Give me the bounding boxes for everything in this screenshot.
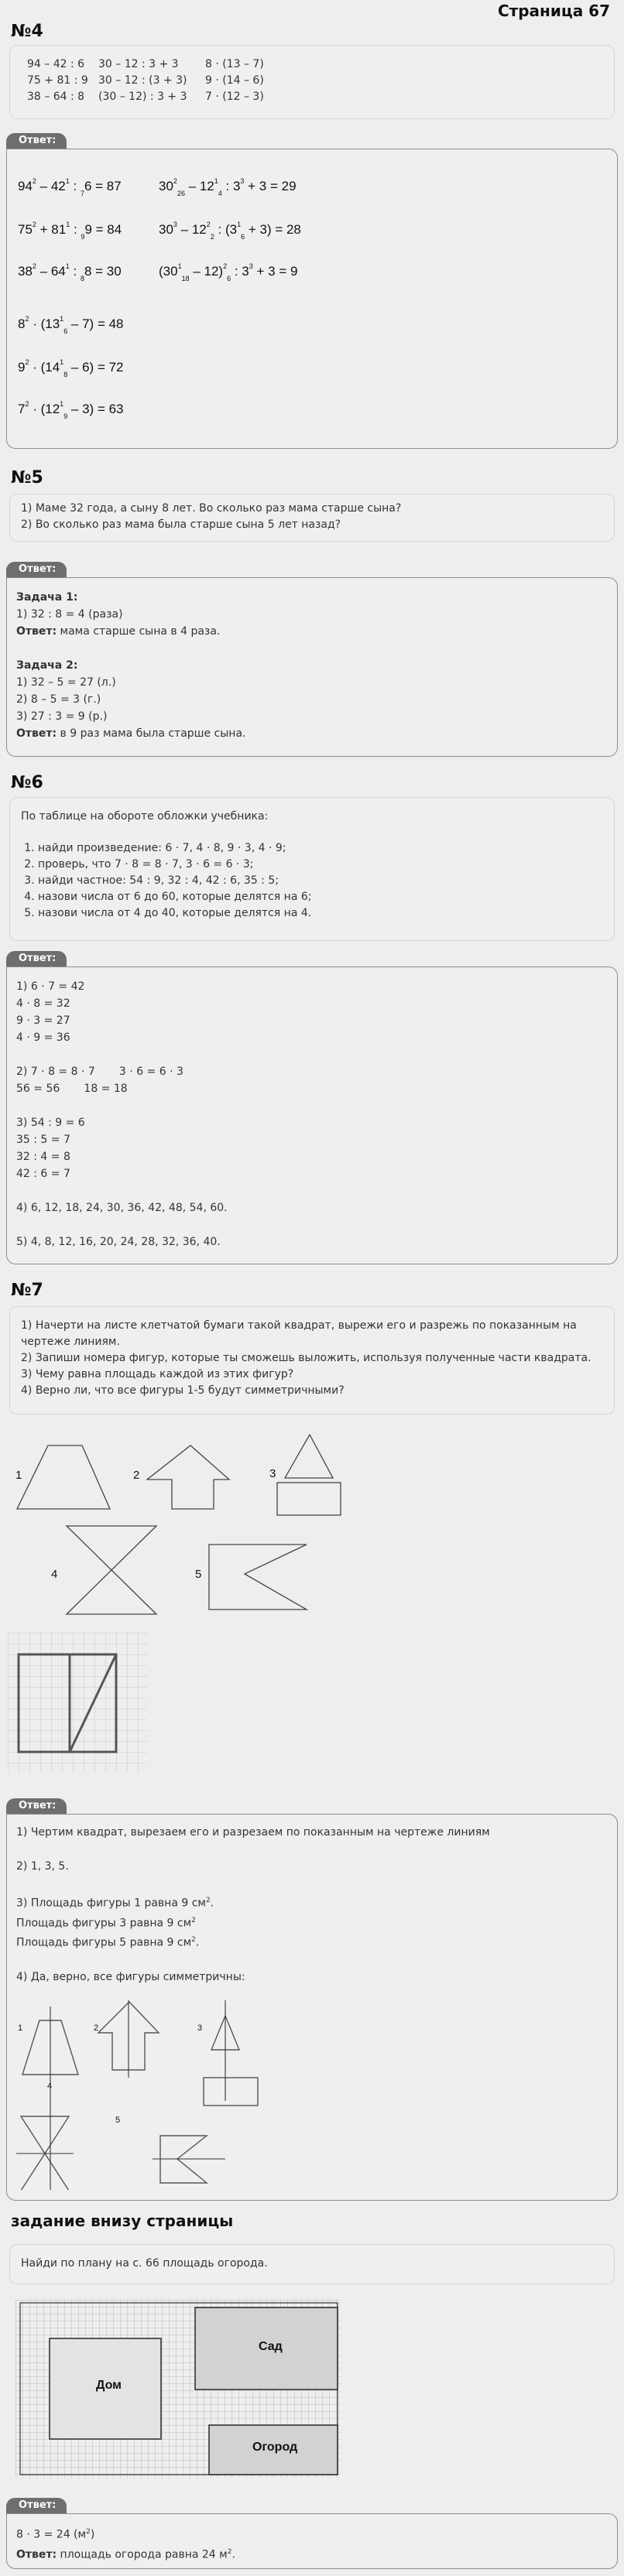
list-item: 3. найди частное: 54 : 9, 32 : 4, 42 : 6, 35 : 5;	[38, 873, 603, 889]
figure-label: 2	[94, 2024, 99, 2033]
task6-title: №6	[11, 773, 43, 792]
task4-expr: (30 – 12) : 3 + 3	[98, 91, 187, 103]
answer-line: 1) 32 : 8 = 4 (раза)	[16, 608, 123, 621]
answer-line: 4) Да, верно, все фигуры симметричны:	[16, 1970, 245, 1983]
task4-expr: 38 – 64 : 8	[27, 91, 85, 103]
answer-tab: Ответ:	[6, 133, 67, 149]
answer-line: 3) 27 : 3 = 9 (р.)	[16, 710, 108, 723]
task7-figures	[0, 1432, 364, 1617]
answer-tab: Ответ:	[6, 1798, 67, 1814]
task4-title: №4	[11, 22, 43, 41]
answer-line: 3) 54 : 9 = 6	[16, 1117, 85, 1129]
task6-question	[9, 797, 615, 941]
question-line: 2) Запиши номера фигур, которые ты сможешь выложить, используя полученные части квадрата.	[21, 1352, 591, 1364]
garden-label: Сад	[259, 2340, 283, 2353]
figure-label: 4	[51, 1568, 58, 1581]
task4-expr: 75 + 81 : 9	[27, 74, 88, 87]
calc-line: $75^2 + 81^1$ : $_9$9 = 84	[18, 221, 122, 241]
task4-expr: 94 – 42 : 6	[27, 58, 85, 70]
figure-5	[209, 1545, 307, 1610]
calc-line: $9^2 \cdot (14^1_8 - 6) = 72$	[18, 358, 124, 378]
figure-label: 1	[15, 1469, 22, 1482]
answer-line: Ответ: площадь огорода равна 24 $м^2$.	[16, 2547, 235, 2561]
task4-expr: 30 – 12 : 3 + 3	[98, 58, 179, 70]
question-line: 1) Маме 32 года, а сыну 8 лет. Во сколько раз мама старше сына?	[21, 502, 402, 515]
task7-question	[9, 1306, 615, 1415]
figure-label: 5	[115, 2116, 121, 2125]
calc-line: $8^2 \cdot (13^1_6 - 7) = 48$	[18, 315, 124, 335]
answer-tab: Ответ:	[6, 951, 67, 966]
answer-line: 4 · 8 = 32	[16, 997, 70, 1010]
question-line: 3) Чему равна площадь каждой из этих фигур?	[21, 1368, 294, 1380]
figure-3-rect	[277, 1483, 341, 1515]
calc-line: $94^2 - 42^1$ : $_7$6 = 87	[18, 177, 122, 197]
answer-line: Ответ: в 9 раз мама была старше сына.	[16, 727, 246, 740]
house-label: Дом	[96, 2379, 122, 2392]
bottom-answer	[6, 2513, 618, 2569]
question-line: 1) Начерти на листе клетчатой бумаги такой квадрат, вырежи его и разрежь по показанным на чертеже линиям.	[21, 1319, 577, 1348]
task4-expr: 30 – 12 : (3 + 3)	[98, 74, 187, 87]
answer-line: 1) Чертим квадрат, вырезаем его и разрезаем по показанным на чертеже линиям	[16, 1826, 490, 1839]
answer-line: 3) Площадь фигуры 1 равна 9 $см^2$.	[16, 1897, 214, 1910]
answer-line: 8 · 3 = 24 $(м^2)$	[16, 2528, 95, 2541]
subtask-title: Задача 1:	[16, 591, 78, 604]
task4-expr: 8 · (13 – 7)	[205, 58, 264, 70]
calc-line: $30^3 - 12^2_2$ : $(3^1_6 + 3) = 28$	[159, 221, 301, 241]
figure-label: 1	[18, 2024, 23, 2033]
answer-line: Площадь фигуры 5 равна 9 $см^2$.	[16, 1936, 200, 1949]
answer-line: 5) 4, 8, 12, 16, 20, 24, 28, 32, 36, 40.	[16, 1236, 221, 1248]
task4-answer	[6, 149, 618, 449]
figure-label: 4	[47, 2082, 53, 2091]
figure-2-arrow	[147, 1445, 229, 1509]
calc-line: $(30^1_{18} - 12)^2_6$ : $3^3 + 3 = 9$	[159, 262, 298, 282]
answer-line: 2) 8 – 5 = 3 (г.)	[16, 693, 101, 706]
calc-line: $38^2 - 64^1$ : $_8$8 = 30	[18, 262, 122, 282]
answer-line: Ответ: мама старше сына в 4 раза.	[16, 625, 221, 638]
calc-line: $30^2_{26} - 12^1_4$ : $3^3 + 3 = 29$	[159, 177, 297, 197]
task5-answer	[6, 577, 618, 757]
page-title: Страница 67	[497, 2, 610, 20]
task7-answer	[6, 1814, 618, 2201]
answer-line: 42 : 6 = 7	[16, 1168, 70, 1180]
figure-3-top	[285, 1435, 333, 1478]
figure-label: 3	[269, 1467, 276, 1480]
answer-line: Площадь фигуры 3 равна 9 $см^2$	[16, 1916, 196, 1930]
cut-square-grid	[8, 1633, 147, 1772]
question-line: 2) Во сколько раз мама была старше сына 5 лет назад?	[21, 518, 341, 531]
symmetric-figures	[16, 2000, 279, 2190]
answer-line: 35 : 5 = 7	[16, 1134, 70, 1146]
task4-question	[9, 45, 615, 119]
answer-line: 56 = 56 18 = 18	[16, 1083, 128, 1095]
figure-label: 2	[133, 1469, 140, 1482]
answer-line: 2) 7 · 8 = 8 · 7 3 · 6 = 6 · 3	[16, 1066, 183, 1078]
bottom-title: задание внизу страницы	[11, 2212, 234, 2230]
vegetable-label: Огород	[252, 2441, 298, 2454]
figure-1-trapezoid	[17, 1445, 110, 1509]
answer-line: 1) 32 – 5 = 27 (л.)	[16, 676, 116, 689]
question-line: 4) Верно ли, что все фигуры 1-5 будут симметричными?	[21, 1384, 345, 1397]
task6-answer	[6, 966, 618, 1264]
list-item: 4. назови числа от 6 до 60, которые делятся на 6;	[38, 889, 603, 905]
question-line: Найди по плану на с. 66 площадь огорода.	[21, 2257, 268, 2270]
answer-tab: Ответ:	[6, 562, 67, 577]
subtask-title: Задача 2:	[16, 659, 78, 672]
answer-line: 4 · 9 = 36	[16, 1031, 70, 1044]
figure-4-bowtie	[67, 1526, 156, 1614]
task-intro: По таблице на обороте обложки учебника:	[21, 810, 269, 823]
figure-label: 5	[195, 1568, 202, 1581]
task5-question	[9, 494, 615, 542]
answer-line: 32 : 4 = 8	[16, 1151, 70, 1163]
answer-line: 9 · 3 = 27	[16, 1014, 70, 1027]
task4-expr: 9 · (14 – 6)	[205, 74, 264, 87]
list-item: 1. найди произведение: 6 · 7, 4 · 8, 9 · 3, 4 · 9;	[38, 840, 603, 857]
answer-tab: Ответ:	[6, 2498, 67, 2513]
bottom-question	[9, 2244, 615, 2284]
task7-title: №7	[11, 1281, 43, 1300]
answer-line: 4) 6, 12, 18, 24, 30, 36, 42, 48, 54, 60.	[16, 1202, 228, 1214]
answer-line: 2) 1, 3, 5.	[16, 1860, 69, 1873]
list-item: 5. назови числа от 4 до 40, которые делятся на 4.	[38, 905, 603, 922]
figure-label: 3	[197, 2024, 203, 2033]
answer-line: 1) 6 · 7 = 42	[16, 980, 85, 993]
task4-expr: 7 · (12 – 3)	[205, 91, 264, 103]
list-item: 2. проверь, что 7 · 8 = 8 · 7, 3 · 6 = 6 · 3;	[38, 857, 603, 873]
calc-line: $7^2 \cdot (12^1_9 - 3) = 63$	[18, 400, 124, 420]
task5-title: №5	[11, 468, 43, 487]
